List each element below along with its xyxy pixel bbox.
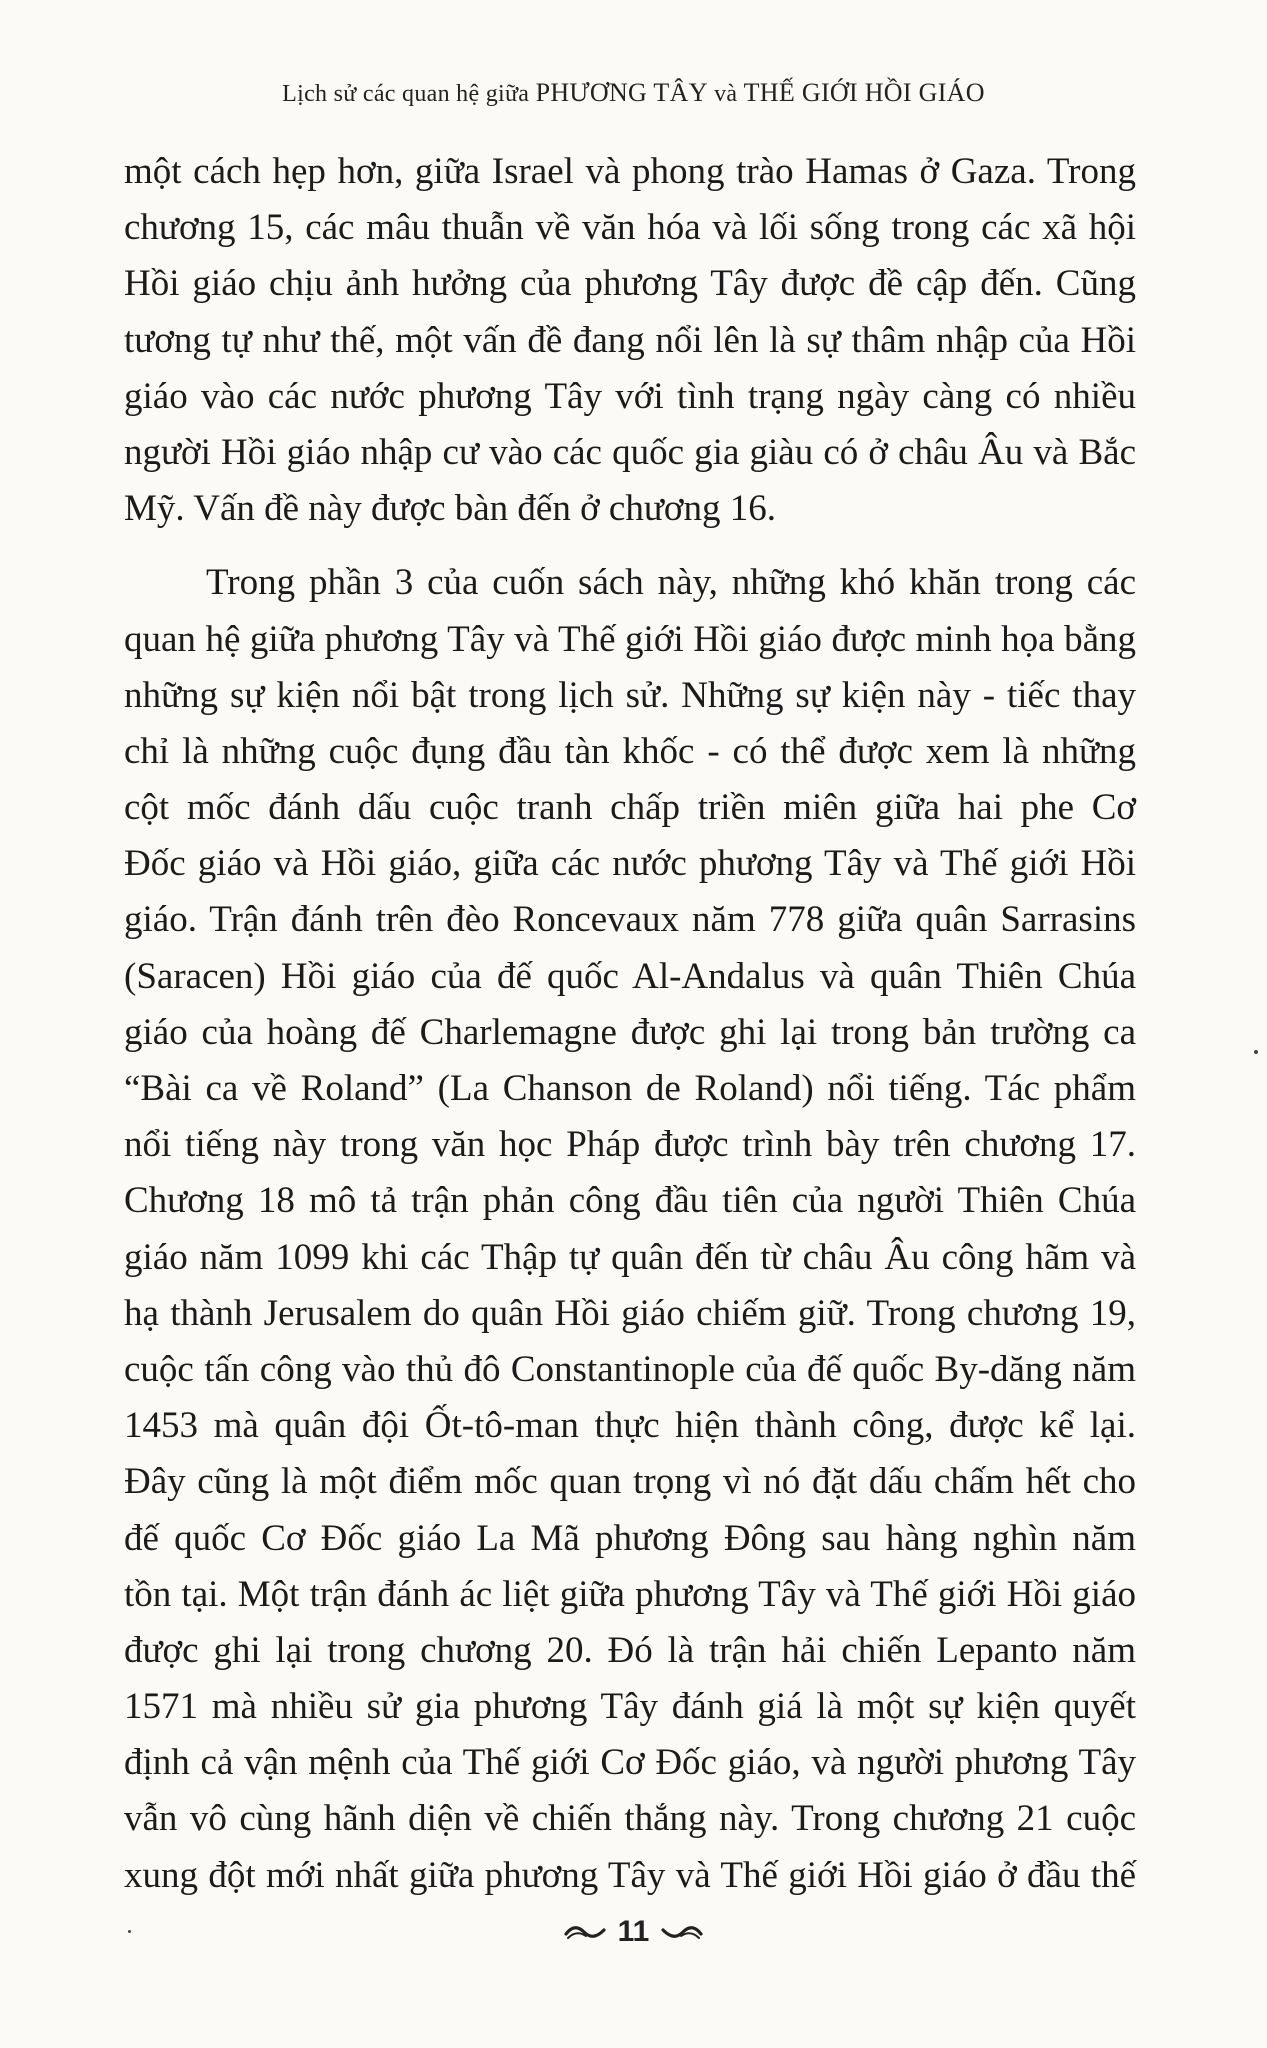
- text-line: Hồi giáo chịu ảnh hưởng của phương Tây được đề cập đến. Cũng: [124, 263, 1136, 305]
- text-line: vẫn vô cùng hãnh diện về chiến thắng này. Trong chương 21 cuộc: [124, 1798, 1136, 1840]
- text-line: chỉ là những cuộc đụng đầu tàn khốc - có thể được xem là những: [124, 730, 1136, 772]
- paragraph-2: [124, 555, 1136, 1904]
- text-line: 1453 mà quân đội Ốt-tô-man thực hiện thành công, được kể lại.: [124, 1405, 1136, 1447]
- body-text: [124, 144, 1136, 1904]
- page-number: 11: [617, 1915, 650, 1949]
- text-line: “Bài ca về Roland” (La Chanson de Roland) nổi tiếng. Tác phẩm: [124, 1068, 1136, 1109]
- text-line: Chương 18 mô tả trận phản công đầu tiên của người Thiên Chúa: [124, 1180, 1136, 1222]
- text-line: cuộc tấn công vào thủ đô Constantinople của đế quốc By-dăng năm: [124, 1348, 1136, 1390]
- text-line: giáo. Trận đánh trên đèo Roncevaux năm 778 giữa quân Sarrasins: [124, 899, 1136, 941]
- page-folio: [0, 1914, 1267, 1949]
- text-line: một cách hẹp hơn, giữa Israel và phong trào Hamas ở Gaza. Trong: [124, 151, 1136, 192]
- text-line: Mỹ. Vấn đề này được bàn đến ở chương 16.: [124, 488, 776, 530]
- swash-ornament-icon: [564, 1915, 608, 1949]
- text-line: quan hệ giữa phương Tây và Thế giới Hồi giáo được minh họa bằng: [124, 618, 1136, 660]
- header-west: PHƯƠNG TÂY: [535, 78, 708, 107]
- text-line: (Saracen) Hồi giáo của đế quốc Al-Andalus và quân Thiên Chúa: [124, 955, 1136, 997]
- text-line: tương tự như thế, một vấn đề đang nổi lên là sự thâm nhập của Hồi: [124, 319, 1136, 361]
- text-line: những sự kiện nổi bật trong lịch sử. Những sự kiện này - tiếc thay: [124, 674, 1136, 716]
- text-line: định cả vận mệnh của Thế giới Cơ Đốc giáo, và người phương Tây: [124, 1742, 1136, 1784]
- text-line: tồn tại. Một trận đánh ác liệt giữa phương Tây và Thế giới Hồi giáo: [124, 1573, 1136, 1615]
- text-line: được ghi lại trong chương 20. Đó là trận hải chiến Lepanto năm: [124, 1629, 1136, 1671]
- paper-speck: [1254, 1050, 1258, 1054]
- header-conjunction: và: [707, 81, 744, 107]
- header-prefix: Lịch sử các quan hệ giữa: [282, 81, 536, 107]
- text-line: Trong phần 3 của cuốn sách này, những khó khăn trong các: [206, 562, 1136, 604]
- running-header: [0, 78, 1267, 108]
- text-line: giáo của hoàng đế Charlemagne được ghi lại trong bản trường ca: [124, 1011, 1136, 1053]
- paragraph-gap: [124, 537, 1136, 555]
- paragraph-1: [124, 144, 1136, 537]
- text-line: Đốc giáo và Hồi giáo, giữa các nước phương Tây và Thế giới Hồi: [124, 843, 1136, 885]
- text-line: giáo vào các nước phương Tây với tình trạng ngày càng có nhiều: [124, 375, 1136, 417]
- text-line: người Hồi giáo nhập cư vào các quốc gia giàu có ở châu Âu và Bắc: [124, 431, 1136, 473]
- text-line: hạ thành Jerusalem do quân Hồi giáo chiếm giữ. Trong chương 19,: [124, 1292, 1136, 1334]
- text-line: Đây cũng là một điểm mốc quan trọng vì nó đặt dấu chấm hết cho: [124, 1461, 1136, 1503]
- header-islamic-world: THẾ GIỚI HỒI GIÁO: [743, 78, 985, 107]
- text-line: xung đột mới nhất giữa phương Tây và Thế giới Hồi giáo ở đầu thế: [124, 1854, 1136, 1896]
- text-line: giáo năm 1099 khi các Thập tự quân đến từ châu Âu công hãm và: [124, 1236, 1136, 1278]
- swash-ornament-icon: [659, 1915, 703, 1949]
- paper-speck: [128, 1930, 131, 1933]
- text-line: 1571 mà nhiều sử gia phương Tây đánh giá là một sự kiện quyết: [124, 1686, 1136, 1728]
- text-line: nổi tiếng này trong văn học Pháp được trình bày trên chương 17.: [124, 1124, 1136, 1166]
- text-line: chương 15, các mâu thuẫn về văn hóa và lối sống trong các xã hội: [124, 207, 1136, 249]
- text-line: cột mốc đánh dấu cuộc tranh chấp triền miên giữa hai phe Cơ: [124, 787, 1136, 829]
- text-line: đế quốc Cơ Đốc giáo La Mã phương Đông sau hàng nghìn năm: [124, 1517, 1136, 1559]
